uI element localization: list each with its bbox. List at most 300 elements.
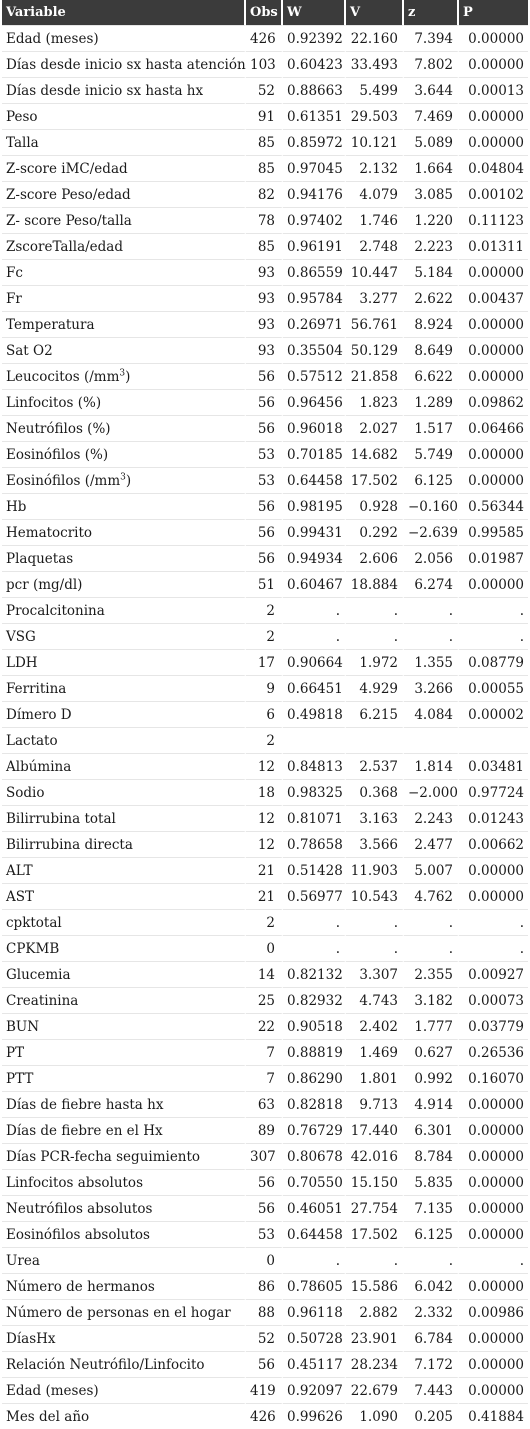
cell-variable: CPKMB	[2, 935, 246, 961]
cell-z: 0.627	[404, 1039, 459, 1065]
cell-z: 4.084	[404, 701, 459, 727]
cell-variable: Número de hermanos	[2, 1273, 246, 1299]
cell-w: 0.66451	[283, 675, 346, 701]
cell-w: 0.56977	[283, 883, 346, 909]
header-variable: Variable	[2, 0, 246, 25]
cell-z: 2.223	[404, 233, 459, 259]
cell-obs: 426	[246, 1403, 283, 1429]
cell-w: 0.50728	[283, 1325, 346, 1351]
cell-v: 2.537	[346, 753, 404, 779]
cell-variable: BUN	[2, 1013, 246, 1039]
cell-variable: Lactato	[2, 727, 246, 753]
cell-p: 0.41884	[459, 1403, 528, 1429]
cell-p: 0.01311	[459, 233, 528, 259]
cell-w: 0.90518	[283, 1013, 346, 1039]
cell-obs: 2	[246, 909, 283, 935]
header-row	[2, 0, 528, 25]
cell-z: 7.443	[404, 1377, 459, 1403]
cell-variable: Días desde inicio sx hasta hx	[2, 77, 246, 103]
cell-z: 1.664	[404, 155, 459, 181]
cell-z: 6.622	[404, 363, 459, 389]
cell-z: 7.469	[404, 103, 459, 129]
cell-p: 0.00000	[459, 25, 528, 51]
cell-v: 33.493	[346, 51, 404, 77]
header-w: W	[283, 0, 346, 25]
cell-p: 0.03779	[459, 1013, 528, 1039]
table-row	[2, 519, 528, 545]
cell-v: 1.823	[346, 389, 404, 415]
cell-z: 1.777	[404, 1013, 459, 1039]
table-row	[2, 103, 528, 129]
header-z: z	[404, 0, 459, 25]
cell-w: 0.60467	[283, 571, 346, 597]
cell-w: 0.46051	[283, 1195, 346, 1221]
cell-p: 0.09862	[459, 389, 528, 415]
cell-w: 0.78658	[283, 831, 346, 857]
cell-variable: Urea	[2, 1247, 246, 1273]
cell-p: 0.00000	[459, 1117, 528, 1143]
cell-variable: ZscoreTalla/edad	[2, 233, 246, 259]
cell-p: 0.00000	[459, 1351, 528, 1377]
cell-variable: Eosinófilos absolutos	[2, 1221, 246, 1247]
cell-w: 0.61351	[283, 103, 346, 129]
table-row	[2, 1299, 528, 1325]
cell-p: .	[459, 909, 528, 935]
cell-z: 7.394	[404, 25, 459, 51]
cell-p: 0.00000	[459, 51, 528, 77]
cell-obs: 89	[246, 1117, 283, 1143]
table-row	[2, 1377, 528, 1403]
cell-v: 2.606	[346, 545, 404, 571]
cell-v: 27.754	[346, 1195, 404, 1221]
cell-variable: PTT	[2, 1065, 246, 1091]
table-row	[2, 831, 528, 857]
table-row	[2, 727, 528, 753]
cell-w: 0.49818	[283, 701, 346, 727]
table-row	[2, 623, 528, 649]
cell-p: 0.00000	[459, 883, 528, 909]
cell-p	[459, 727, 528, 753]
cell-v: 1.090	[346, 1403, 404, 1429]
cell-z: 6.301	[404, 1117, 459, 1143]
cell-w: 0.78605	[283, 1273, 346, 1299]
cell-z: 5.007	[404, 857, 459, 883]
cell-w: 0.45117	[283, 1351, 346, 1377]
cell-variable: Número de personas en el hogar	[2, 1299, 246, 1325]
cell-variable: Relación Neutrófilo/Linfocito	[2, 1351, 246, 1377]
cell-z: 1.220	[404, 207, 459, 233]
cell-z: 1.814	[404, 753, 459, 779]
cell-obs: 63	[246, 1091, 283, 1117]
cell-obs: 9	[246, 675, 283, 701]
cell-p: 0.00000	[459, 1169, 528, 1195]
cell-w: 0.98195	[283, 493, 346, 519]
cell-obs: 2	[246, 623, 283, 649]
table-row	[2, 1247, 528, 1273]
cell-w: 0.92097	[283, 1377, 346, 1403]
cell-v: .	[346, 1247, 404, 1273]
cell-z: 6.784	[404, 1325, 459, 1351]
cell-z: 1.289	[404, 389, 459, 415]
cell-w: 0.84813	[283, 753, 346, 779]
table-row	[2, 545, 528, 571]
cell-obs: 307	[246, 1143, 283, 1169]
cell-v: 28.234	[346, 1351, 404, 1377]
cell-p: 0.00000	[459, 129, 528, 155]
cell-z: 8.924	[404, 311, 459, 337]
cell-w: 0.70550	[283, 1169, 346, 1195]
cell-variable: DíasHx	[2, 1325, 246, 1351]
cell-variable: Días de fiebre en el Hx	[2, 1117, 246, 1143]
cell-w: 0.99431	[283, 519, 346, 545]
cell-obs: 85	[246, 129, 283, 155]
cell-obs: 21	[246, 883, 283, 909]
cell-variable: Eosinófilos (%)	[2, 441, 246, 467]
cell-v: 2.027	[346, 415, 404, 441]
cell-v: 2.748	[346, 233, 404, 259]
table-row	[2, 675, 528, 701]
cell-obs: 12	[246, 805, 283, 831]
cell-w: 0.86290	[283, 1065, 346, 1091]
cell-obs: 7	[246, 1039, 283, 1065]
table-header	[2, 0, 528, 25]
cell-v: 2.882	[346, 1299, 404, 1325]
table-row	[2, 311, 528, 337]
cell-w: .	[283, 909, 346, 935]
cell-obs: 78	[246, 207, 283, 233]
table-row	[2, 233, 528, 259]
table-row	[2, 493, 528, 519]
cell-v: 0.928	[346, 493, 404, 519]
table-row	[2, 909, 528, 935]
cell-z: .	[404, 623, 459, 649]
cell-v: 1.746	[346, 207, 404, 233]
cell-v: 18.884	[346, 571, 404, 597]
cell-variable: Sat O2	[2, 337, 246, 363]
cell-p: 0.00000	[459, 571, 528, 597]
cell-v: 42.016	[346, 1143, 404, 1169]
cell-w: 0.82932	[283, 987, 346, 1013]
cell-p: 0.97724	[459, 779, 528, 805]
cell-variable: Z- score Peso/talla	[2, 207, 246, 233]
cell-v: 10.121	[346, 129, 404, 155]
cell-v: 1.972	[346, 649, 404, 675]
table-row	[2, 1143, 528, 1169]
cell-variable: Días PCR-fecha seguimiento	[2, 1143, 246, 1169]
cell-obs: 56	[246, 1195, 283, 1221]
cell-z: 3.182	[404, 987, 459, 1013]
cell-v: 3.163	[346, 805, 404, 831]
cell-variable: Procalcitonina	[2, 597, 246, 623]
table-row	[2, 389, 528, 415]
cell-variable: Talla	[2, 129, 246, 155]
table-row	[2, 1169, 528, 1195]
cell-w: 0.26971	[283, 311, 346, 337]
cell-variable: Plaquetas	[2, 545, 246, 571]
table-row	[2, 181, 528, 207]
cell-v: 17.440	[346, 1117, 404, 1143]
cell-v: 1.469	[346, 1039, 404, 1065]
cell-w: 0.96118	[283, 1299, 346, 1325]
cell-z: 4.762	[404, 883, 459, 909]
cell-p: 0.00000	[459, 1221, 528, 1247]
normality-test-table	[2, 0, 528, 1429]
table-row	[2, 649, 528, 675]
cell-p: 0.00000	[459, 1091, 528, 1117]
cell-p: 0.08779	[459, 649, 528, 675]
cell-variable: cpktotal	[2, 909, 246, 935]
cell-v: 21.858	[346, 363, 404, 389]
cell-obs: 17	[246, 649, 283, 675]
cell-z: −2.000	[404, 779, 459, 805]
header-p: P	[459, 0, 528, 25]
cell-variable: Hematocrito	[2, 519, 246, 545]
cell-v: 15.150	[346, 1169, 404, 1195]
cell-w: .	[283, 1247, 346, 1273]
cell-w: 0.96191	[283, 233, 346, 259]
cell-v: 1.801	[346, 1065, 404, 1091]
cell-obs: 0	[246, 1247, 283, 1273]
table-row	[2, 285, 528, 311]
cell-v	[346, 727, 404, 753]
cell-v: 10.447	[346, 259, 404, 285]
cell-w: 0.97045	[283, 155, 346, 181]
cell-w: 0.88819	[283, 1039, 346, 1065]
table-row	[2, 1273, 528, 1299]
cell-z: .	[404, 597, 459, 623]
cell-p: 0.00000	[459, 1325, 528, 1351]
cell-z: 5.749	[404, 441, 459, 467]
cell-v: 6.215	[346, 701, 404, 727]
cell-obs: 2	[246, 727, 283, 753]
table-row	[2, 1325, 528, 1351]
cell-obs: 2	[246, 597, 283, 623]
cell-variable: Albúmina	[2, 753, 246, 779]
cell-obs: 93	[246, 285, 283, 311]
table-row	[2, 597, 528, 623]
cell-v: .	[346, 597, 404, 623]
cell-p: 0.00000	[459, 1377, 528, 1403]
cell-w: .	[283, 935, 346, 961]
cell-w: 0.70185	[283, 441, 346, 467]
cell-obs: 18	[246, 779, 283, 805]
table-row	[2, 207, 528, 233]
cell-w: 0.92392	[283, 25, 346, 51]
cell-w: 0.86559	[283, 259, 346, 285]
cell-obs: 56	[246, 363, 283, 389]
cell-v: 56.761	[346, 311, 404, 337]
cell-p: 0.99585	[459, 519, 528, 545]
cell-z: .	[404, 1247, 459, 1273]
cell-v: 3.307	[346, 961, 404, 987]
cell-v: 10.543	[346, 883, 404, 909]
table-row	[2, 415, 528, 441]
cell-variable: Fc	[2, 259, 246, 285]
cell-v: 0.292	[346, 519, 404, 545]
cell-w: 0.64458	[283, 1221, 346, 1247]
cell-variable: Eosinófilos $(/mm^3)$	[2, 467, 246, 493]
table-row	[2, 259, 528, 285]
table-row	[2, 129, 528, 155]
cell-obs: 53	[246, 441, 283, 467]
cell-obs: 14	[246, 961, 283, 987]
cell-p: 0.03481	[459, 753, 528, 779]
cell-v: 22.679	[346, 1377, 404, 1403]
table-row	[2, 77, 528, 103]
cell-w: 0.99626	[283, 1403, 346, 1429]
cell-variable: Sodio	[2, 779, 246, 805]
cell-w: 0.76729	[283, 1117, 346, 1143]
cell-p: 0.00000	[459, 467, 528, 493]
cell-obs: 21	[246, 857, 283, 883]
cell-p: 0.00986	[459, 1299, 528, 1325]
table-row	[2, 1065, 528, 1091]
table-row	[2, 1013, 528, 1039]
cell-p: 0.00000	[459, 1143, 528, 1169]
cell-obs: 56	[246, 493, 283, 519]
table-row	[2, 805, 528, 831]
cell-v: .	[346, 909, 404, 935]
cell-obs: 93	[246, 337, 283, 363]
cell-v: 2.132	[346, 155, 404, 181]
cell-p: 0.01987	[459, 545, 528, 571]
cell-z: 5.089	[404, 129, 459, 155]
cell-w: 0.90664	[283, 649, 346, 675]
cell-obs: 91	[246, 103, 283, 129]
cell-z: 2.056	[404, 545, 459, 571]
cell-variable: Días desde inicio sx hasta atención	[2, 51, 246, 77]
table-row	[2, 571, 528, 597]
cell-obs: 25	[246, 987, 283, 1013]
cell-obs: 6	[246, 701, 283, 727]
cell-p: .	[459, 935, 528, 961]
cell-z: 7.802	[404, 51, 459, 77]
cell-v: 9.713	[346, 1091, 404, 1117]
cell-w: .	[283, 597, 346, 623]
cell-variable: pcr (mg/dl)	[2, 571, 246, 597]
cell-obs: 56	[246, 415, 283, 441]
cell-variable: Z-score iMC/edad	[2, 155, 246, 181]
cell-w: 0.95784	[283, 285, 346, 311]
cell-p: 0.00000	[459, 259, 528, 285]
cell-p: 0.56344	[459, 493, 528, 519]
cell-w: 0.51428	[283, 857, 346, 883]
cell-v: 5.499	[346, 77, 404, 103]
cell-z: .	[404, 909, 459, 935]
cell-w: 0.80678	[283, 1143, 346, 1169]
table-row	[2, 701, 528, 727]
cell-variable: Dímero D	[2, 701, 246, 727]
cell-obs: 93	[246, 311, 283, 337]
cell-z: 7.135	[404, 1195, 459, 1221]
cell-obs: 51	[246, 571, 283, 597]
header-v: V	[346, 0, 404, 25]
cell-w: 0.98325	[283, 779, 346, 805]
cell-variable: Neutrófilos (%)	[2, 415, 246, 441]
cell-variable: Mes del año	[2, 1403, 246, 1429]
cell-obs: 56	[246, 389, 283, 415]
cell-p: 0.00073	[459, 987, 528, 1013]
cell-v: 22.160	[346, 25, 404, 51]
cell-variable: Bilirrubina directa	[2, 831, 246, 857]
cell-obs: 22	[246, 1013, 283, 1039]
cell-obs: 56	[246, 545, 283, 571]
cell-z: 1.355	[404, 649, 459, 675]
cell-z: 4.914	[404, 1091, 459, 1117]
cell-p: .	[459, 597, 528, 623]
cell-p: 0.00437	[459, 285, 528, 311]
cell-p: 0.00662	[459, 831, 528, 857]
cell-p: 0.00055	[459, 675, 528, 701]
table-row	[2, 441, 528, 467]
cell-obs: 53	[246, 467, 283, 493]
cell-z: 6.274	[404, 571, 459, 597]
cell-obs: 52	[246, 77, 283, 103]
cell-v: 4.929	[346, 675, 404, 701]
cell-variable: Días de fiebre hasta hx	[2, 1091, 246, 1117]
cell-z	[404, 727, 459, 753]
table-row	[2, 1403, 528, 1429]
cell-w: .	[283, 623, 346, 649]
cell-z: 3.644	[404, 77, 459, 103]
cell-variable: Hb	[2, 493, 246, 519]
table-row	[2, 51, 528, 77]
cell-obs: 426	[246, 25, 283, 51]
cell-z: 1.517	[404, 415, 459, 441]
table-row	[2, 987, 528, 1013]
table-row	[2, 857, 528, 883]
cell-p: 0.00013	[459, 77, 528, 103]
cell-variable: AST	[2, 883, 246, 909]
cell-obs: 103	[246, 51, 283, 77]
cell-v: 23.901	[346, 1325, 404, 1351]
cell-z: 2.243	[404, 805, 459, 831]
cell-z: 6.042	[404, 1273, 459, 1299]
cell-v: 17.502	[346, 467, 404, 493]
cell-z: 2.355	[404, 961, 459, 987]
cell-p: 0.00102	[459, 181, 528, 207]
cell-z: −0.160	[404, 493, 459, 519]
table-row	[2, 1195, 528, 1221]
cell-v: 50.129	[346, 337, 404, 363]
table-row	[2, 155, 528, 181]
cell-variable: VSG	[2, 623, 246, 649]
cell-variable: Linfocitos absolutos	[2, 1169, 246, 1195]
cell-variable: Linfocitos (%)	[2, 389, 246, 415]
cell-obs: 86	[246, 1273, 283, 1299]
cell-z: .	[404, 935, 459, 961]
cell-p: .	[459, 1247, 528, 1273]
cell-v: 0.368	[346, 779, 404, 805]
cell-obs: 12	[246, 831, 283, 857]
table-row	[2, 1039, 528, 1065]
cell-v: 4.079	[346, 181, 404, 207]
cell-z: 5.835	[404, 1169, 459, 1195]
cell-z: 2.622	[404, 285, 459, 311]
cell-obs: 56	[246, 1351, 283, 1377]
table-row	[2, 1091, 528, 1117]
cell-p: 0.00000	[459, 441, 528, 467]
cell-z: 8.649	[404, 337, 459, 363]
cell-v: .	[346, 623, 404, 649]
cell-v: 3.566	[346, 831, 404, 857]
cell-obs: 52	[246, 1325, 283, 1351]
cell-obs: 7	[246, 1065, 283, 1091]
cell-variable: Glucemia	[2, 961, 246, 987]
cell-v: 17.502	[346, 1221, 404, 1247]
cell-v: 14.682	[346, 441, 404, 467]
cell-obs: 88	[246, 1299, 283, 1325]
